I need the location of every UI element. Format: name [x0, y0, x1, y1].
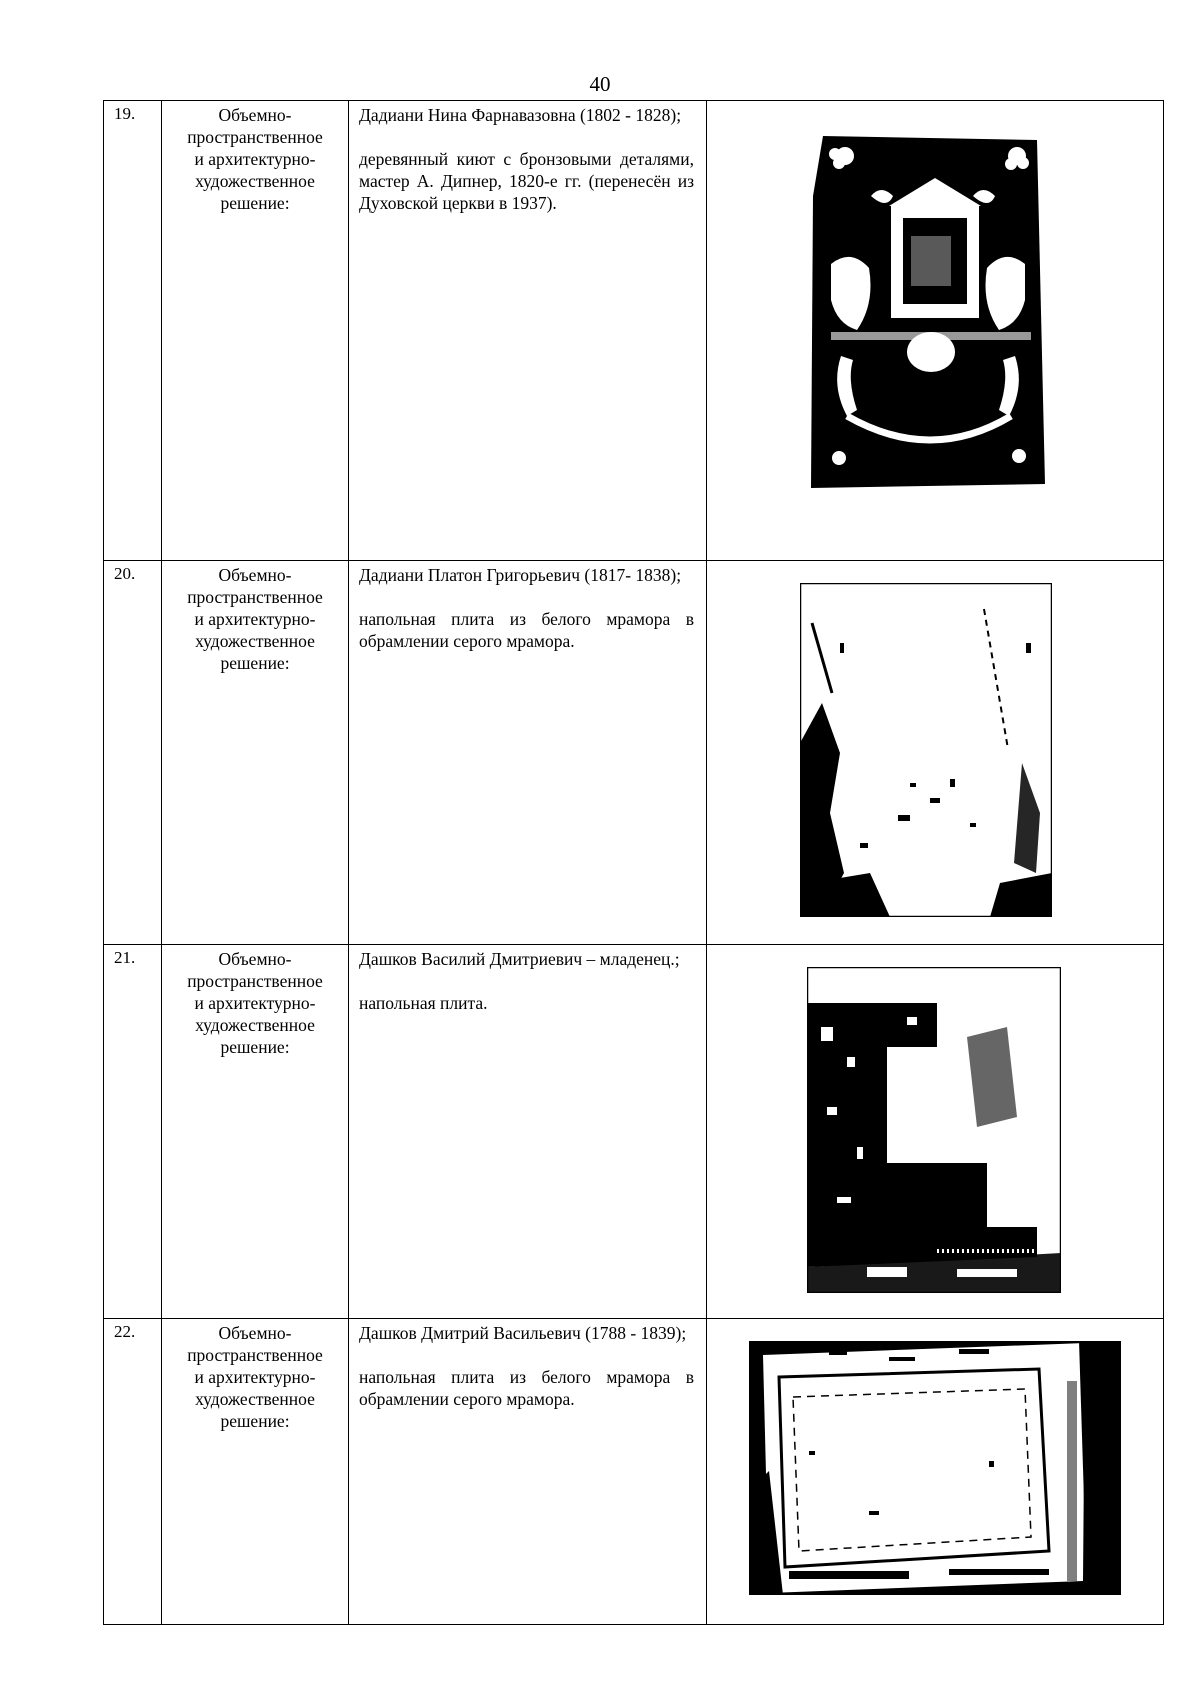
- type-line: художественное: [195, 631, 315, 651]
- type-line: художественное: [195, 1015, 315, 1035]
- type-line: художественное: [195, 1389, 315, 1409]
- photo-cell: [707, 1319, 1164, 1625]
- type-line: пространственное: [187, 587, 323, 607]
- type-line: и архитектурно-: [194, 993, 316, 1013]
- row-number: 22.: [104, 1319, 162, 1625]
- type-line: и архитектурно-: [194, 1367, 316, 1387]
- solution-type-cell: [162, 561, 349, 945]
- type-line: художественное: [195, 171, 315, 191]
- solution-type-cell: [162, 1319, 349, 1625]
- type-line: решение:: [220, 653, 290, 673]
- object-description: напольная плита из белого мрамора в обрамлении серого мрамора.: [359, 1367, 694, 1409]
- description-cell: [349, 945, 707, 1319]
- floor-slab-photo: [800, 583, 1052, 917]
- type-line: решение:: [220, 1037, 290, 1057]
- description-cell: [349, 561, 707, 945]
- type-line: пространственное: [187, 1345, 323, 1365]
- object-description: напольная плита.: [359, 993, 488, 1013]
- type-line: Объемно-: [218, 105, 292, 125]
- table-row: [104, 945, 1164, 1319]
- page-number: 40: [589, 72, 611, 96]
- type-line: пространственное: [187, 971, 323, 991]
- description-cell: [349, 101, 707, 561]
- type-line: и архитектурно-: [194, 609, 316, 629]
- object-description: напольная плита из белого мрамора в обрамлении серого мрамора.: [359, 609, 694, 651]
- photo-cell: [707, 561, 1164, 945]
- row-number: 20.: [104, 561, 162, 945]
- type-line: Объемно-: [218, 565, 292, 585]
- row-number: 19.: [104, 101, 162, 561]
- person-name: Дадиани Платон Григорьевич (1817- 1838);: [359, 565, 682, 585]
- type-line: Объемно-: [218, 949, 292, 969]
- type-line: и архитектурно-: [194, 149, 316, 169]
- row-number: 21.: [104, 945, 162, 1319]
- table-row: [104, 561, 1164, 945]
- person-name: Дашков Дмитрий Васильевич (1788 - 1839);: [359, 1323, 687, 1343]
- floor-slab-photo: [807, 967, 1061, 1293]
- description-cell: [349, 1319, 707, 1625]
- registry-table: [103, 100, 1164, 1625]
- solution-type-cell: [162, 945, 349, 1319]
- photo-cell: [707, 101, 1164, 561]
- floor-slab-photo: [749, 1341, 1121, 1595]
- type-line: Объемно-: [218, 1323, 292, 1343]
- type-line: решение:: [220, 1411, 290, 1431]
- type-line: решение:: [220, 193, 290, 213]
- photo-cell: [707, 945, 1164, 1319]
- table-row: [104, 1319, 1164, 1625]
- carved-wall-memorial-photo: [811, 136, 1045, 488]
- object-description: деревянный киют с бронзовыми деталями, мастер А. Дипнер, 1820-е гг. (перенесён из Духовской церкви в 1937).: [359, 149, 694, 213]
- type-line: пространственное: [187, 127, 323, 147]
- table-row: [104, 101, 1164, 561]
- person-name: Дадиани Нина Фарнавазовна (1802 - 1828);: [359, 105, 682, 125]
- solution-type-cell: [162, 101, 349, 561]
- person-name: Дашков Василий Дмитриевич – младенец.;: [359, 949, 680, 969]
